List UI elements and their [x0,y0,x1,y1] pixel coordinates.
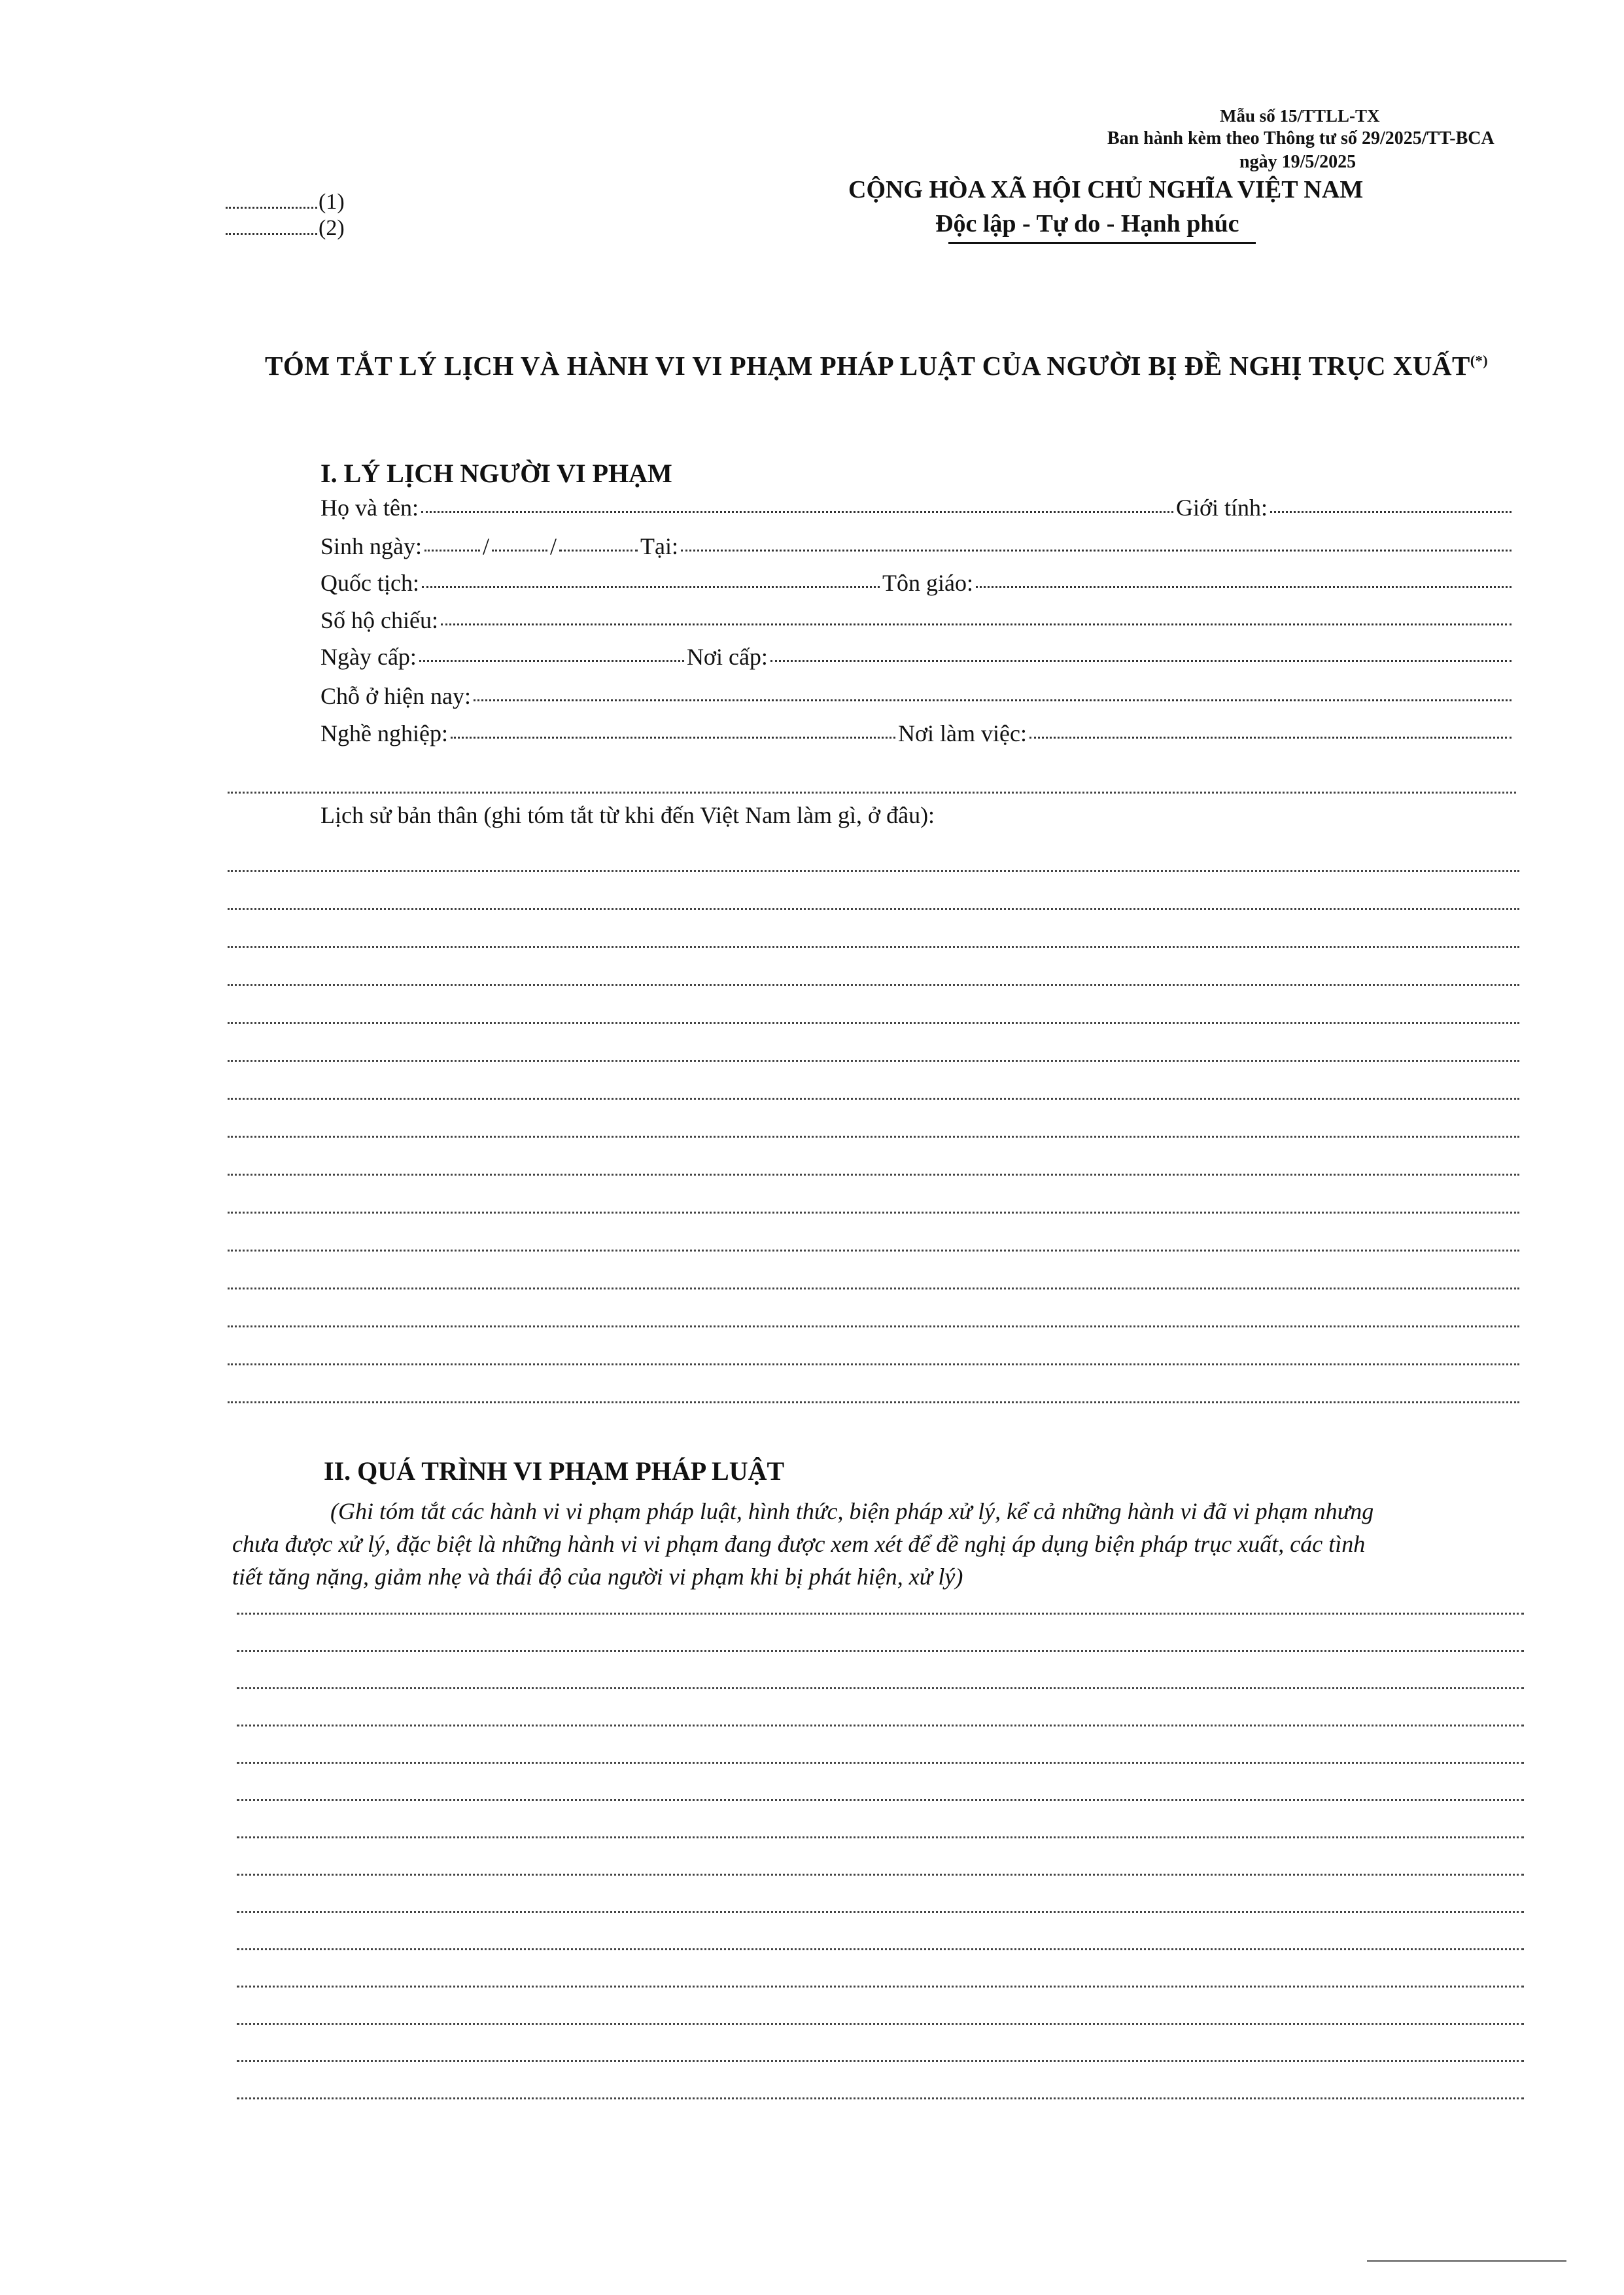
gender-field[interactable] [1270,510,1512,513]
violation-line[interactable] [237,1725,1524,1726]
agency-line-2-dots [226,219,317,235]
label-issue-place: Nơi cấp: [686,644,768,670]
workplace-field[interactable] [1029,736,1512,739]
label-birthplace: Tại: [640,533,679,559]
violation-line[interactable] [237,2097,1524,2099]
history-line[interactable] [228,946,1519,948]
issue-date-field[interactable] [419,659,684,662]
history-line[interactable] [228,1325,1519,1327]
occupation-field[interactable] [451,736,895,739]
violation-line[interactable] [237,2060,1524,2062]
birthplace-field[interactable] [681,549,1512,552]
violation-line[interactable] [237,1874,1524,1876]
motto-underline [948,242,1256,244]
agency-line-1-dots [226,192,317,209]
history-line[interactable] [228,1022,1519,1024]
row-issue [320,643,1514,671]
violation-line[interactable] [237,1911,1524,1913]
dob-day-field[interactable] [424,549,480,552]
label-full-name: Họ và tên: [320,495,419,521]
history-line[interactable] [228,984,1519,986]
dob-separator-2: / [550,533,557,559]
history-line[interactable] [228,1098,1519,1100]
dob-separator-1: / [483,533,490,559]
agency-line-1[interactable] [226,190,345,215]
history-line[interactable] [228,870,1519,872]
label-residence: Chỗ ở hiện nay: [320,683,472,709]
history-line[interactable] [228,1363,1519,1365]
violation-line[interactable] [237,1836,1524,1838]
violation-line[interactable] [237,1650,1524,1652]
section-2-instruction-line-2: chưa được xử lý, đặc biệt là những hành vi vi phạm đang được xem xét để đề nghị áp dụng biện pháp trục xuất, các tình [232,1531,1366,1557]
section-1-heading: I. LÝ LỊCH NGƯỜI VI PHẠM [320,459,672,488]
row-residence [320,682,1514,710]
violation-line[interactable] [237,2023,1524,2025]
title-footnote-marker: (*) [1470,352,1489,369]
form-code: Mẫu số 15/TTLL-TX [1220,106,1380,126]
row-nationality-religion [320,569,1514,597]
dob-year-field[interactable] [559,549,638,552]
agency-line-2[interactable] [226,216,345,241]
label-passport: Số hộ chiếu: [320,607,438,633]
history-line[interactable] [228,1250,1519,1252]
history-line[interactable] [228,1401,1519,1403]
section-2-heading: II. QUÁ TRÌNH VI PHẠM PHÁP LUẬT [324,1456,785,1486]
row-name-gender [320,494,1514,521]
issue-place-field[interactable] [770,659,1512,662]
residence-field[interactable] [474,699,1512,701]
history-line[interactable] [228,1288,1519,1289]
issued-date: ngày 19/5/2025 [1239,152,1356,172]
section-2-instruction-line-3: tiết tăng nặng, giảm nhẹ và thái độ của người vi phạm khi bị phát hiện, xử lý) [232,1564,963,1590]
row-occupation [320,720,1514,747]
document-title-text: TÓM TẮT LÝ LỊCH VÀ HÀNH VI VI PHẠM PHÁP LUẬT CỦA NGƯỜI BỊ ĐỀ NGHỊ TRỤC XUẤT [265,351,1470,381]
agency-line-1-marker: (1) [319,190,345,214]
label-workplace: Nơi làm việc: [897,720,1027,746]
label-religion: Tôn giáo: [882,570,973,596]
violation-line[interactable] [237,1613,1524,1615]
nationality-field[interactable] [422,586,880,588]
issued-by-circular: Ban hành kèm theo Thông tư số 29/2025/TT-BCA [1107,128,1494,149]
label-gender: Giới tính: [1175,495,1268,521]
history-line[interactable] [228,1212,1519,1214]
violation-line[interactable] [237,1799,1524,1801]
violation-line[interactable] [237,1986,1524,1988]
history-line[interactable] [228,1136,1519,1138]
footer-rule [1367,2260,1566,2262]
row-passport [320,606,1514,634]
religion-field[interactable] [976,586,1512,588]
history-line[interactable] [228,1174,1519,1176]
history-line[interactable] [228,1060,1519,1062]
document-title [265,350,1488,381]
label-dob: Sinh ngày: [320,533,423,559]
violation-line[interactable] [237,1948,1524,1950]
passport-field[interactable] [441,623,1512,625]
violation-line[interactable] [237,1687,1524,1689]
label-occupation: Nghề nghiệp: [320,720,448,746]
history-line[interactable] [228,908,1519,910]
violation-line[interactable] [237,1762,1524,1764]
nation-name: CỘNG HÒA XÃ HỘI CHỦ NGHĨA VIỆT NAM [848,176,1364,203]
full-name-field[interactable] [421,510,1173,513]
row-dob-place [320,533,1514,560]
dob-month-field[interactable] [492,549,547,552]
section-2-instruction-line-1: (Ghi tóm tắt các hành vi vi phạm pháp luật, hình thức, biện pháp xử lý, kể cả những hành vi đã vi phạm nhưng [330,1498,1374,1524]
motto: Độc lập - Tự do - Hạnh phúc [935,210,1239,237]
label-issue-date: Ngày cấp: [320,644,417,670]
agency-line-2-marker: (2) [319,216,345,240]
label-nationality: Quốc tịch: [320,570,419,596]
history-label: Lịch sử bản thân (ghi tóm tắt từ khi đến Việt Nam làm gì, ở đâu): [320,802,935,828]
occupation-continuation-line[interactable] [228,792,1516,794]
